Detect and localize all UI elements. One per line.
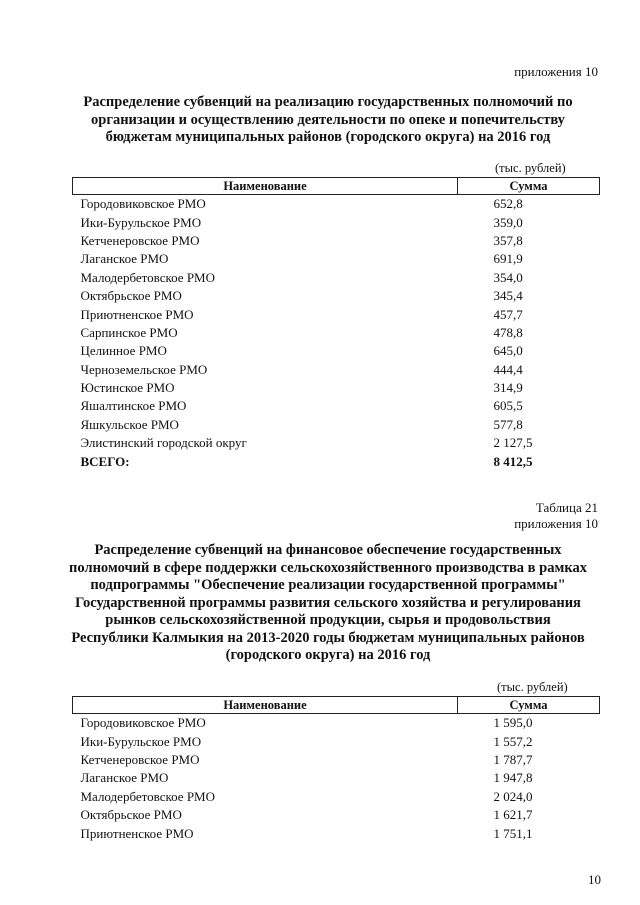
table-row bbox=[73, 324, 600, 342]
section1-title: Распределение субвенций на реализацию государственных полномочий по организации и осуществлению деятельности по опеке и попечительству бюджетам муниципальных районов (городского округа) на 2016 год bbox=[83, 94, 573, 145]
table-row bbox=[73, 269, 600, 287]
row-name: Октябрьское РМО bbox=[80, 288, 182, 304]
row-name: Целинное РМО bbox=[80, 343, 167, 359]
row-name: Октябрьское РМО bbox=[80, 807, 182, 823]
table-row bbox=[73, 213, 600, 231]
table-row bbox=[73, 824, 600, 842]
column-header-sum: Сумма bbox=[458, 178, 600, 195]
section2-unit: (тыс. рублей) bbox=[497, 680, 568, 694]
row-value: 2 127,5 bbox=[493, 435, 533, 451]
table-row bbox=[73, 361, 600, 379]
column-header-name: Наименование bbox=[73, 178, 458, 195]
total-label: ВСЕГО: bbox=[80, 453, 130, 469]
row-value: 652,8 bbox=[493, 196, 523, 212]
table-row bbox=[73, 397, 600, 415]
row-value: 457,7 bbox=[493, 306, 523, 322]
row-value: 691,9 bbox=[493, 251, 523, 267]
row-value: 1 557,2 bbox=[493, 733, 533, 749]
table-row bbox=[73, 342, 600, 360]
column-header-name: Наименование bbox=[73, 697, 458, 714]
table-row bbox=[73, 305, 600, 323]
table-row bbox=[73, 751, 600, 769]
row-value: 2 024,0 bbox=[493, 788, 533, 804]
row-value: 444,4 bbox=[493, 361, 523, 377]
table-header-row bbox=[73, 697, 600, 714]
row-value: 354,0 bbox=[493, 269, 523, 285]
section2-title: Распределение субвенций на финансовое обеспечение государственных полномочий в сфере поддержки сельскохозяйственного производства в рамках подпрограммы "Обеспечение реализации государственной программы" Государственной программы развития сельского хозяйства и регулирования рынков сельскохозяйственной продукции, сырья и продовольствия Республики Калмыкия на 2013-2020 годы бюджетам муниципальных районов (городского округа) на 2016 год bbox=[69, 542, 587, 663]
section2-table bbox=[72, 696, 600, 843]
row-name: Городовиковское РМО bbox=[80, 196, 206, 212]
row-name: Приютненское РМО bbox=[80, 306, 194, 322]
column-header-sum: Сумма bbox=[458, 697, 600, 714]
row-value: 605,5 bbox=[493, 398, 523, 414]
table-row bbox=[73, 788, 600, 806]
row-name: Сарпинское РМО bbox=[80, 324, 178, 340]
table-row bbox=[73, 232, 600, 250]
row-name: Лаганское РМО bbox=[80, 770, 169, 786]
row-value: 478,8 bbox=[493, 324, 523, 340]
row-value: 1 621,7 bbox=[493, 807, 533, 823]
table-row bbox=[73, 379, 600, 397]
row-name: Яшалтинское РМО bbox=[80, 398, 187, 414]
table-row bbox=[73, 806, 600, 824]
table-row bbox=[73, 714, 600, 733]
row-value: 357,8 bbox=[493, 232, 523, 248]
row-name: Ики-Бурульское РМО bbox=[80, 733, 202, 749]
row-name: Малодербетовское РМО bbox=[80, 788, 216, 804]
table-row bbox=[73, 769, 600, 787]
row-name: Кетченеровское РМО bbox=[80, 751, 200, 767]
row-name: Яшкульское РМО bbox=[80, 416, 179, 432]
total-value: 8 412,5 bbox=[493, 453, 533, 469]
row-name: Кетченеровское РМО bbox=[80, 232, 200, 248]
row-name: Лаганское РМО bbox=[80, 251, 169, 267]
row-name: Приютненское РМО bbox=[80, 825, 194, 841]
row-value: 1 595,0 bbox=[493, 715, 533, 731]
table-number-label: Таблица 21 bbox=[535, 500, 598, 515]
table-total-row bbox=[73, 452, 600, 470]
row-name: Элистинский городской округ bbox=[80, 435, 247, 451]
row-name: Ики-Бурульское РМО bbox=[80, 214, 202, 230]
row-value: 314,9 bbox=[493, 380, 523, 396]
table-row bbox=[73, 195, 600, 214]
row-value: 345,4 bbox=[493, 288, 523, 304]
appendix-note: приложения 10 bbox=[514, 516, 598, 531]
table-row bbox=[73, 732, 600, 750]
row-value: 1 787,7 bbox=[493, 751, 533, 767]
page-number: 10 bbox=[588, 872, 601, 887]
row-value: 1 947,8 bbox=[493, 770, 533, 786]
table-row bbox=[73, 434, 600, 452]
row-name: Малодербетовское РМО bbox=[80, 269, 216, 285]
table-row bbox=[73, 250, 600, 268]
section1-table bbox=[72, 177, 600, 471]
table-row bbox=[73, 416, 600, 434]
row-name: Юстинское РМО bbox=[80, 380, 175, 396]
section1-unit: (тыс. рублей) bbox=[495, 161, 566, 175]
table-row bbox=[73, 287, 600, 305]
row-value: 577,8 bbox=[493, 416, 523, 432]
row-value: 645,0 bbox=[493, 343, 523, 359]
table-header-row bbox=[73, 178, 600, 195]
appendix-note-top: приложения 10 bbox=[514, 64, 598, 79]
row-name: Городовиковское РМО bbox=[80, 715, 206, 731]
row-value: 359,0 bbox=[493, 214, 523, 230]
row-name: Черноземельское РМО bbox=[80, 361, 208, 377]
row-value: 1 751,1 bbox=[493, 825, 533, 841]
